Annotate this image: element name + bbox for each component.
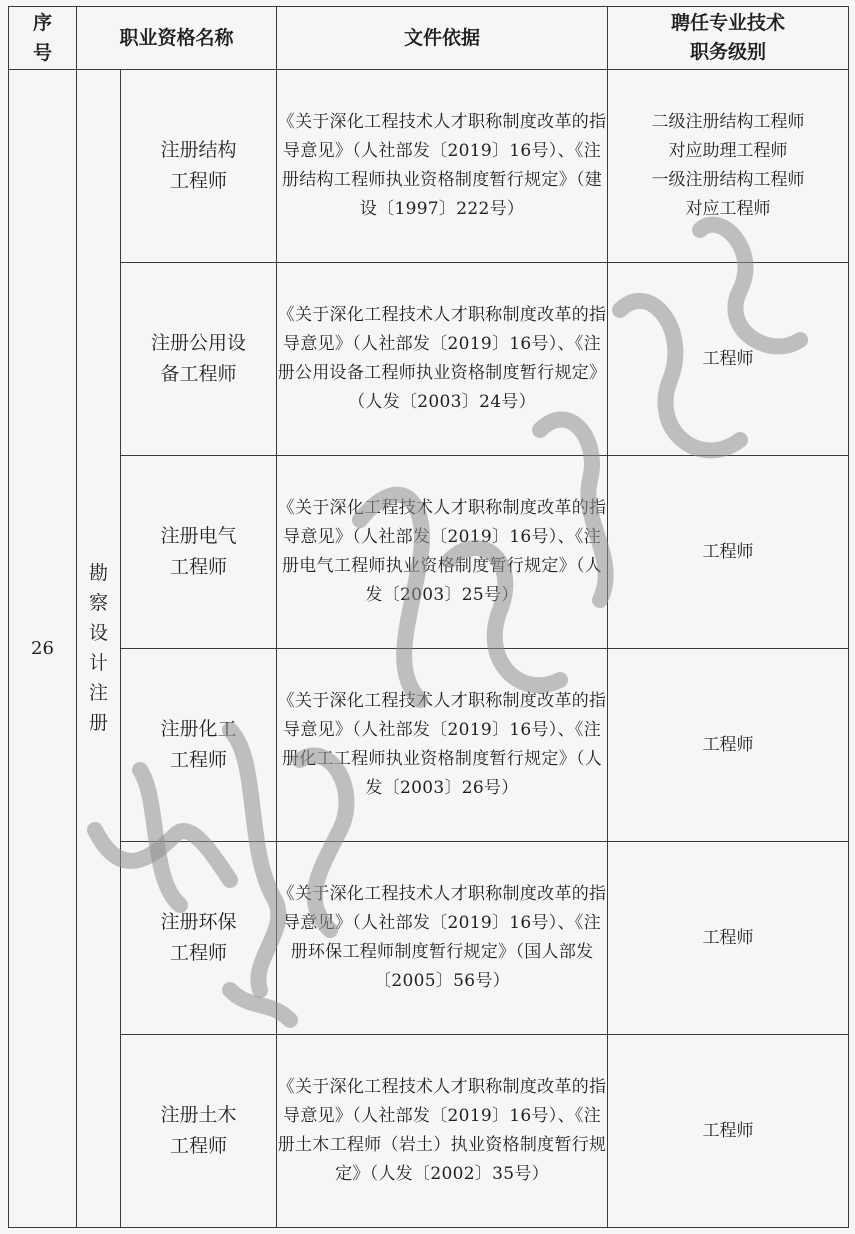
qualification-name: 注册公用设 备工程师 [121,263,277,456]
header-seq: 序号 [9,7,77,70]
level-text: 二级注册结构工程师 对应助理工程师 一级注册结构工程师 对应工程师 [608,70,849,263]
header-level: 聘任专业技术 职务级别 [608,7,849,70]
level-text: 工程师 [608,649,849,842]
table-row [9,263,849,456]
header-qualification-name: 职业资格名称 [77,7,277,70]
table-row [9,456,849,649]
table-row [9,649,849,842]
qualification-name: 注册结构 工程师 [121,70,277,263]
qualification-name: 注册电气 工程师 [121,456,277,649]
header-row [9,7,849,70]
basis-text: 《关于深化工程技术人才职称制度改革的指导意见》（人社部发〔2019〕16号）、《注册化工工程师执业资格制度暂行规定》（人发〔2003〕26号） [277,649,608,842]
qualification-table [8,6,849,1228]
basis-text: 《关于深化工程技术人才职称制度改革的指导意见》（人社部发〔2019〕16号）、《注册电气工程师执业资格制度暂行规定》（人发〔2003〕25号） [277,456,608,649]
qualification-name: 注册土木 工程师 [121,1035,277,1228]
basis-text: 《关于深化工程技术人才职称制度改革的指导意见》（人社部发〔2019〕16号）、《注册环保工程师制度暂行规定》（国人部发〔2005〕56号） [277,842,608,1035]
table-row [9,70,849,263]
level-text: 工程师 [608,842,849,1035]
header-basis: 文件依据 [277,7,608,70]
category-cell: 勘察设计注册 [77,70,121,1228]
level-text: 工程师 [608,263,849,456]
qualification-name: 注册环保 工程师 [121,842,277,1035]
table-row [9,842,849,1035]
qualification-name: 注册化工 工程师 [121,649,277,842]
level-text: 工程师 [608,1035,849,1228]
seq-number: 26 [9,70,77,1228]
basis-text: 《关于深化工程技术人才职称制度改革的指导意见》（人社部发〔2019〕16号）、《注册土木工程师（岩土）执业资格制度暂行规定》（人发〔2002〕35号） [277,1035,608,1228]
level-text: 工程师 [608,456,849,649]
basis-text: 《关于深化工程技术人才职称制度改革的指导意见》（人社部发〔2019〕16号）、《注册公用设备工程师执业资格制度暂行规定》（人发〔2003〕24号） [277,263,608,456]
table-row [9,1035,849,1228]
basis-text: 《关于深化工程技术人才职称制度改革的指导意见》（人社部发〔2019〕16号）、《注册结构工程师执业资格制度暂行规定》（建设〔1997〕222号） [277,70,608,263]
